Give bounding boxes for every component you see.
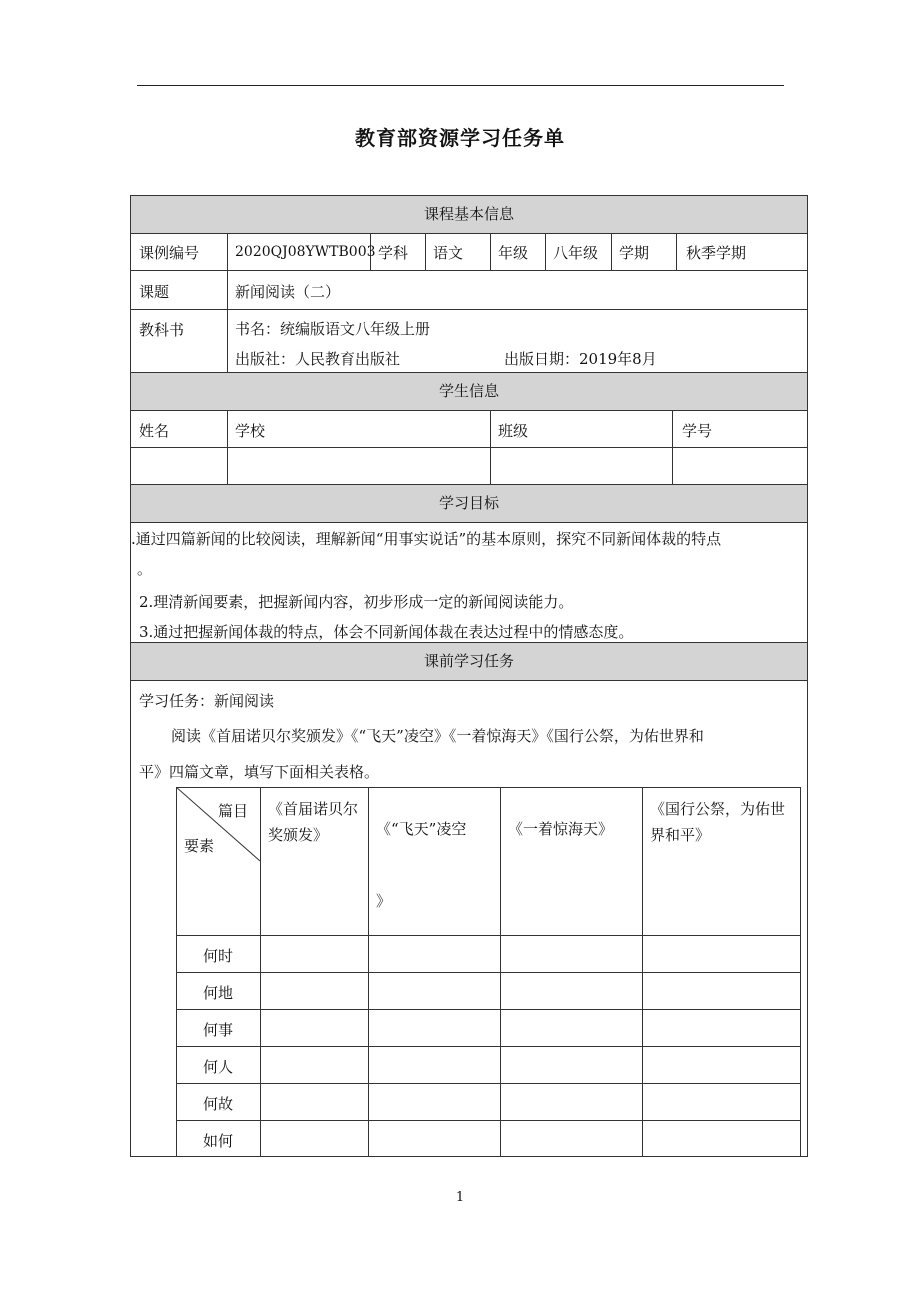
- pre-class-heading: 课前学习任务: [131, 643, 807, 680]
- grade-label: 年级: [498, 244, 529, 262]
- row-divider: [176, 1083, 801, 1084]
- row-divider: [130, 447, 808, 448]
- case-id-value: 2020QJ08YWTB003: [235, 244, 376, 260]
- row-divider: [130, 233, 808, 234]
- objective-item: 2.理清新闻要素，把握新闻内容，初步形成一定的新闻阅读能力。: [139, 593, 574, 611]
- article-header: 《“飞天”凌空: [376, 820, 467, 838]
- column-divider: [425, 233, 426, 270]
- row-divider: [176, 1046, 801, 1047]
- textbook-label: 教科书: [139, 321, 185, 339]
- grade-value: 八年级: [553, 244, 599, 262]
- row-divider: [130, 642, 808, 643]
- row-divider: [130, 680, 808, 681]
- row-divider: [176, 935, 801, 936]
- objectives-heading: 学习目标: [131, 485, 807, 522]
- row-divider: [130, 372, 808, 373]
- row-divider: [130, 270, 808, 271]
- objective-item: 。: [137, 560, 153, 578]
- corner-header-elements: 要素: [184, 837, 215, 855]
- column-divider: [611, 233, 612, 270]
- element-row-label: 如何: [203, 1132, 234, 1150]
- row-divider: [130, 309, 808, 310]
- term-value: 秋季学期: [686, 244, 747, 262]
- article-header: 《首届诺贝尔奖颁发》: [268, 800, 359, 844]
- objective-item: .通过四篇新闻的比较阅读，理解新闻“用事实说话”的基本原则，探究不同新闻体裁的特点: [131, 530, 722, 548]
- task-instruction: 平》四篇文章，填写下面相关表格。: [139, 763, 380, 781]
- element-row-label: 何人: [203, 1058, 234, 1076]
- row-divider: [176, 1009, 801, 1010]
- document-title: 教育部资源学习任务单: [355, 126, 565, 150]
- student-no-label: 学号: [682, 422, 713, 440]
- task-title: 学习任务：新闻阅读: [139, 692, 275, 710]
- name-label: 姓名: [139, 422, 170, 440]
- column-divider: [545, 233, 546, 270]
- page-number: 1: [455, 1190, 465, 1205]
- column-divider: [227, 410, 228, 484]
- header-rule: [137, 85, 784, 86]
- topic-label: 课题: [139, 283, 170, 301]
- column-divider: [227, 233, 228, 372]
- element-row-label: 何事: [203, 1021, 234, 1039]
- column-divider: [672, 410, 673, 484]
- topic-value: 新闻阅读（二）: [235, 283, 341, 301]
- case-id-label: 课例编号: [139, 244, 200, 262]
- element-row-label: 何地: [203, 984, 234, 1002]
- book-name: 书名：统编版语文八年级上册: [235, 320, 431, 338]
- row-divider: [130, 484, 808, 485]
- objective-item: 3.通过把握新闻体裁的特点，体会不同新闻体裁在表达过程中的情感态度。: [139, 623, 634, 641]
- term-label: 学期: [619, 244, 650, 262]
- column-divider: [490, 410, 491, 484]
- article-header: 《国行公祭，为佑世界和平》: [650, 800, 786, 844]
- row-divider: [130, 522, 808, 523]
- column-divider: [490, 233, 491, 270]
- element-row-label: 何时: [203, 947, 234, 965]
- element-row-label: 何故: [203, 1095, 234, 1113]
- student-info-heading: 学生信息: [131, 373, 807, 410]
- publisher: 出版社：人民教育出版社: [235, 350, 401, 368]
- row-divider: [176, 972, 801, 973]
- publish-date: 出版日期：2019年8月: [504, 350, 657, 368]
- subject-value: 语文: [433, 244, 464, 262]
- article-header: 《一着惊海天》: [508, 820, 614, 838]
- course-info-heading: 课程基本信息: [131, 196, 807, 233]
- class-label: 班级: [498, 422, 529, 440]
- subject-label: 学科: [378, 244, 409, 262]
- corner-header-articles: 篇目: [218, 802, 249, 820]
- row-divider: [130, 410, 808, 411]
- row-divider: [176, 1120, 801, 1121]
- task-instruction: 阅读《首届诺贝尔奖颁发》《“飞天”凌空》《一着惊海天》《国行公祭，为佑世界和: [171, 727, 704, 745]
- school-label: 学校: [235, 422, 266, 440]
- column-divider: [676, 233, 677, 270]
- article-header-continued: 》: [376, 892, 392, 910]
